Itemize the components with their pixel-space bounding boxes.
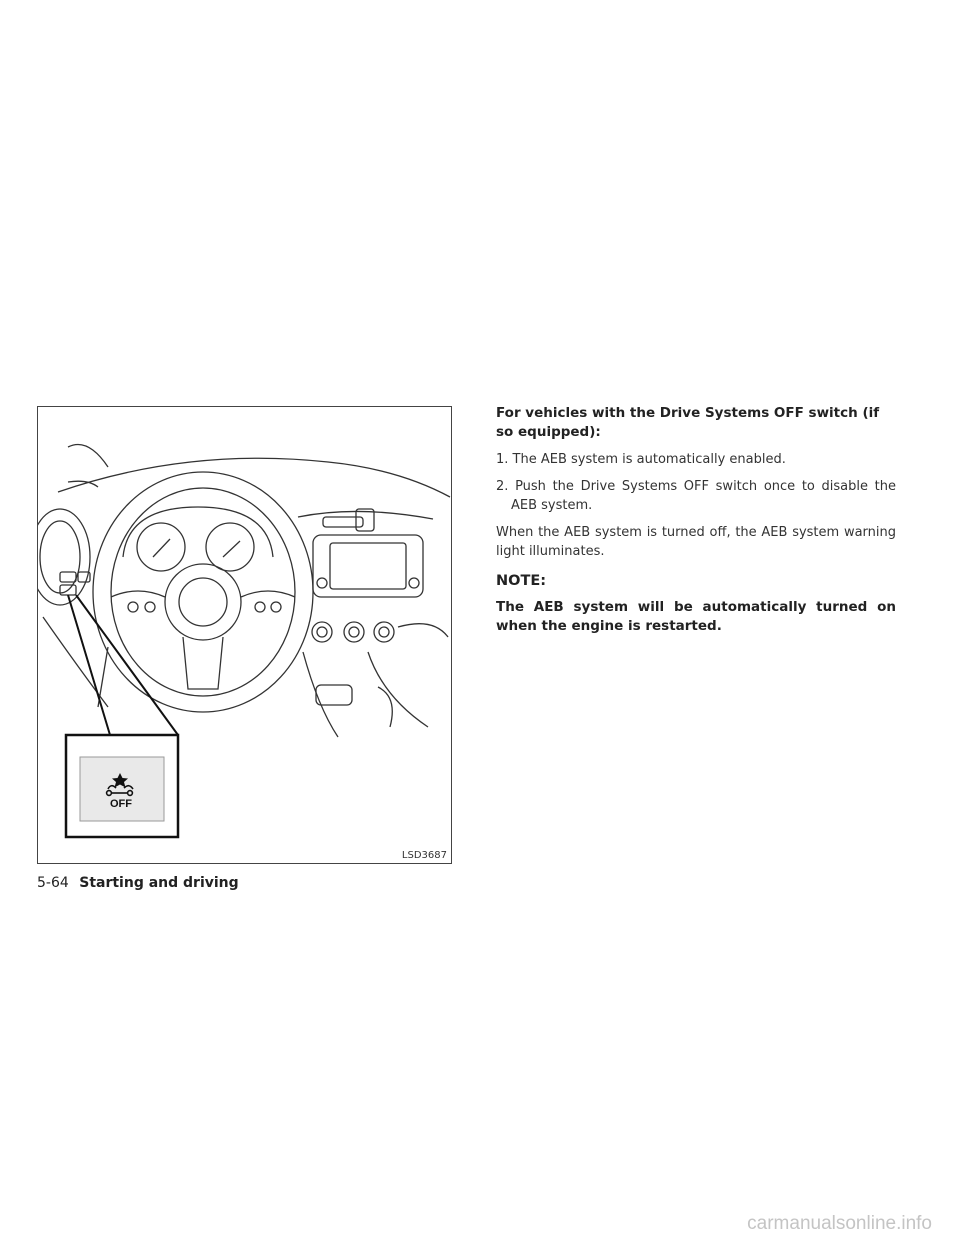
- page-footer: [37, 875, 239, 891]
- step-2: 2. Push the Drive Systems OFF switch once to disable the AEB system.: [496, 479, 896, 513]
- note-title: NOTE:: [496, 573, 547, 589]
- step-1: 1. The AEB system is automatically enabled.: [496, 452, 786, 467]
- footer-section-title: Starting and driving: [79, 875, 239, 891]
- watermark: carmanualsonline.info: [747, 1213, 932, 1234]
- instructions-column: [496, 404, 896, 636]
- switch-off-label: OFF: [110, 798, 132, 810]
- dashboard-drawing: [38, 407, 453, 865]
- note-body: The AEB system will be automatically turned on when the engine is restarted.: [496, 599, 896, 634]
- illustration-dashboard: [37, 406, 452, 864]
- figure-code: LSD3687: [401, 850, 447, 861]
- section-heading: For vehicles with the Drive Systems OFF switch (if so equipped):: [496, 405, 880, 440]
- body-paragraph: When the AEB system is turned off, the AEB system warning light illuminates.: [496, 525, 896, 559]
- page-number: 5-64: [37, 875, 69, 891]
